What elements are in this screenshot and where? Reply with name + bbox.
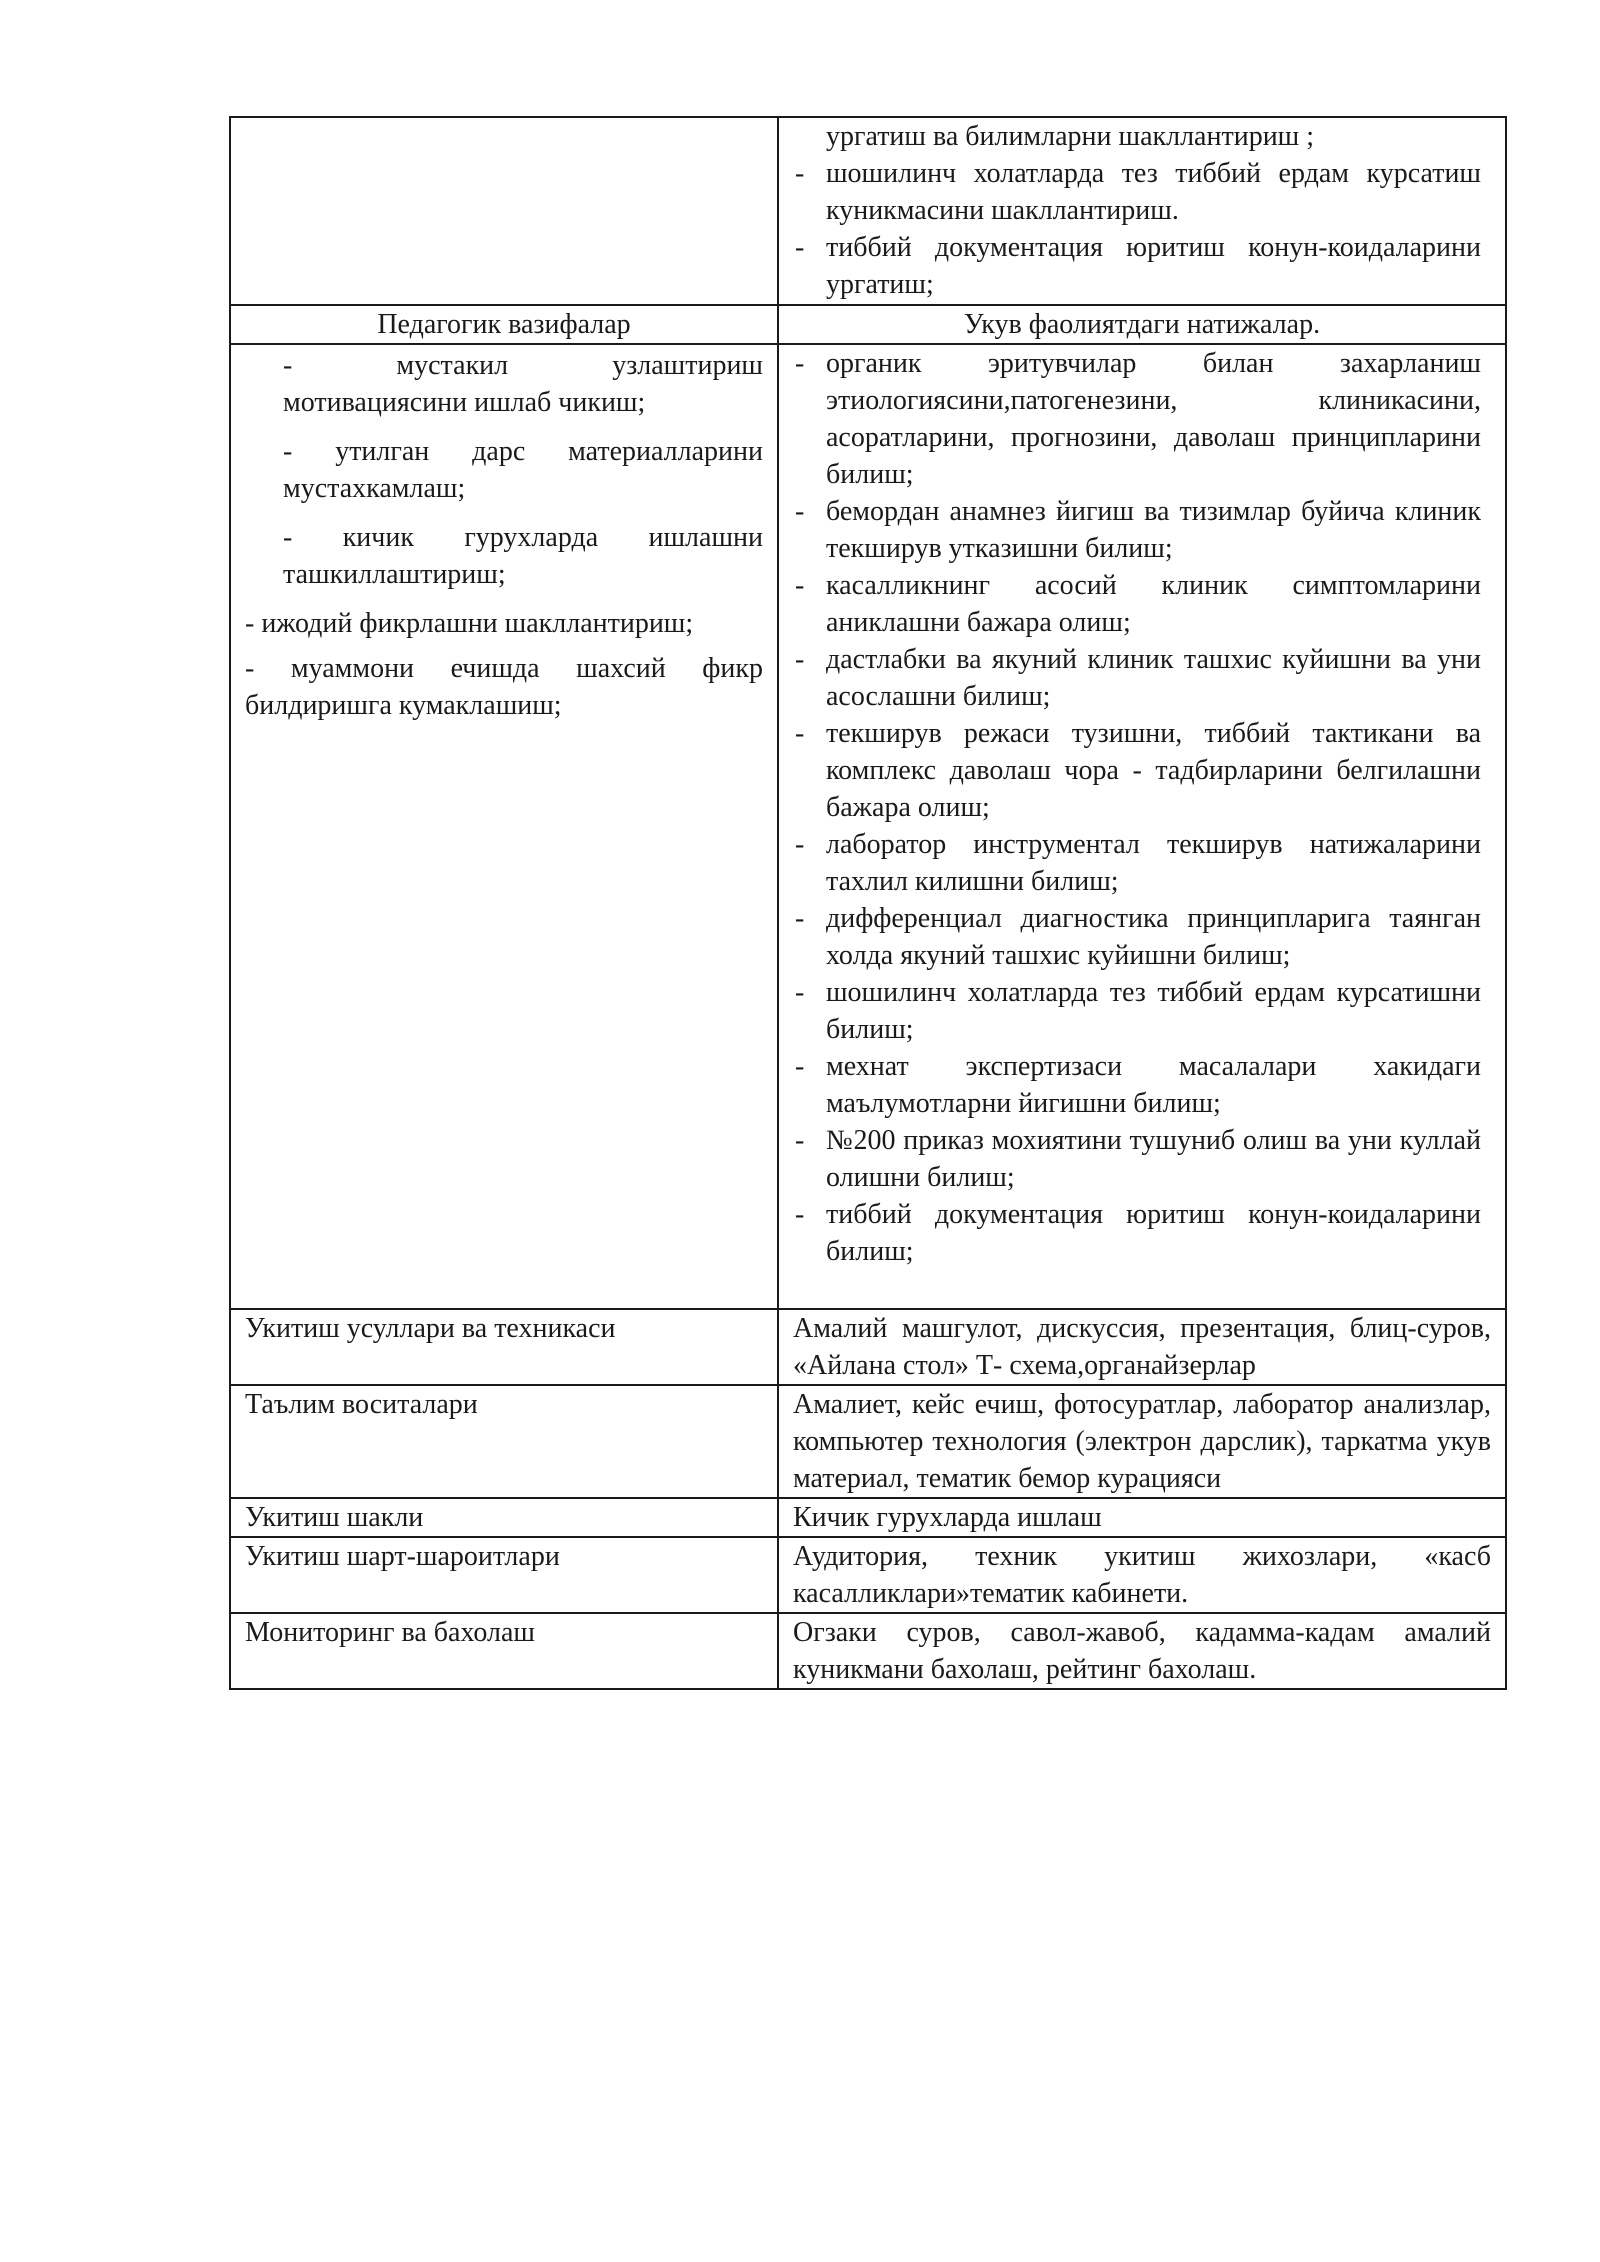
result-item: - №200 приказ мохиятини тушуниб олиш ва уни куллай олишни билиш;: [793, 1122, 1481, 1196]
tasks-list: [245, 345, 770, 724]
table-row: [230, 1385, 1506, 1498]
result-item: - касалликнинг асосий клиник симптомларини аниклашни бажара олиш;: [793, 567, 1481, 641]
result-item: - лаборатор инструментал текширув натижаларини тахлил килишни билиш;: [793, 826, 1481, 900]
tasks-cell: [230, 344, 778, 1309]
result-item: - дастлабки ва якуний клиник ташхис куйишни ва уни асослашни билиш;: [793, 641, 1481, 715]
row-label: Мониторинг ва бахолаш: [230, 1613, 778, 1689]
task-item: - кичик гурухларда ишлашни ташкиллаштириш;: [283, 522, 763, 590]
result-item: - тиббий документация юритиш конун-коидаларини билиш;: [793, 1196, 1481, 1270]
table-row: [230, 1537, 1506, 1613]
results-list: [793, 345, 1481, 1270]
header-learning-results: Укув фаолиятдаги натижалар.: [778, 305, 1506, 344]
task-item: - мустакил узлаштириш мотивациясини ишлаб чикиш;: [283, 350, 770, 418]
row-value: Кичик гурухларда ишлаш: [778, 1498, 1506, 1537]
top-right-cell: [778, 117, 1506, 305]
row-label: Укитиш шарт-шароитлари: [230, 1537, 778, 1613]
list-item: - шошилинч холатларда тез тиббий ердам курсатиш куникмасини шакллантириш.: [793, 155, 1481, 229]
lesson-plan-table: [229, 116, 1507, 1690]
table-row: [230, 1498, 1506, 1537]
task-item: - муаммони ечишда шахсий фикр билдиришга кумаклашиш;: [245, 653, 763, 721]
results-cell: [778, 344, 1506, 1309]
task-item: - утилган дарс материалларини мустахкамлаш;: [283, 436, 763, 504]
result-item: - шошилинч холатларда тез тиббий ердам курсатишни билиш;: [793, 974, 1481, 1048]
row-value: Амалиет, кейс ечиш, фотосуратлар, лаборатор анализлар, компьютер технология (электрон дарслик), таркатма укув материал, тематик бемор курацияси: [778, 1385, 1506, 1498]
result-item: - бемордан анамнез йигиш ва тизимлар буйича клиник текширув утказишни билиш;: [793, 493, 1481, 567]
top-left-empty-cell: [230, 117, 778, 305]
tasks-results-row: [230, 344, 1506, 1309]
row-value: Амалий машгулот, дискуссия, презентация, блиц-суров, «Айлана стол» Т- схема,органайзерлар: [778, 1309, 1506, 1385]
top-continuation-row: [230, 117, 1506, 305]
row-label: Укитиш шакли: [230, 1498, 778, 1537]
header-row: [230, 305, 1506, 344]
top-right-list: [793, 118, 1481, 303]
row-label: Укитиш усуллари ва техникаси: [230, 1309, 778, 1385]
row-value: Огзаки суров, савол-жавоб, кадамма-кадам амалий куникмани бахолаш, рейтинг бахолаш.: [778, 1613, 1506, 1689]
task-item: - ижодий фикрлашни шаклл​антириш;: [245, 608, 694, 639]
result-item: - дифференциал диагностика принципларига таянган холда якуний ташхис куйишни билиш;: [793, 900, 1481, 974]
table-row: [230, 1613, 1506, 1689]
table-row: [230, 1309, 1506, 1385]
list-item: ургатиш ва билимларни шакллантириш ;: [826, 121, 1315, 152]
header-pedagogical-tasks: Педагогик вазифалар: [230, 305, 778, 344]
row-label: Таълим воситалари: [230, 1385, 778, 1498]
result-item: - текширув режаси тузишни, тиббий тактикани ва комплекс даволаш чора - тадбирларини белгилашни бажара олиш;: [793, 715, 1481, 826]
result-item: - мехнат экспертизаси масалалари хакидаги маълумотларни йигишни билиш;: [793, 1048, 1481, 1122]
list-item: - тиббий документация юритиш конун-коидаларини ургатиш;: [793, 229, 1481, 303]
row-value: Аудитория, техник укитиш жихозлари, «касб касалликлари»тематик кабинети.: [778, 1537, 1506, 1613]
result-item: - органик эритувчилар билан захарланиш этиологиясини,патогенезини, клиникасини, асоратларини, прогнозини, даволаш принципларини билиш;: [793, 345, 1481, 493]
